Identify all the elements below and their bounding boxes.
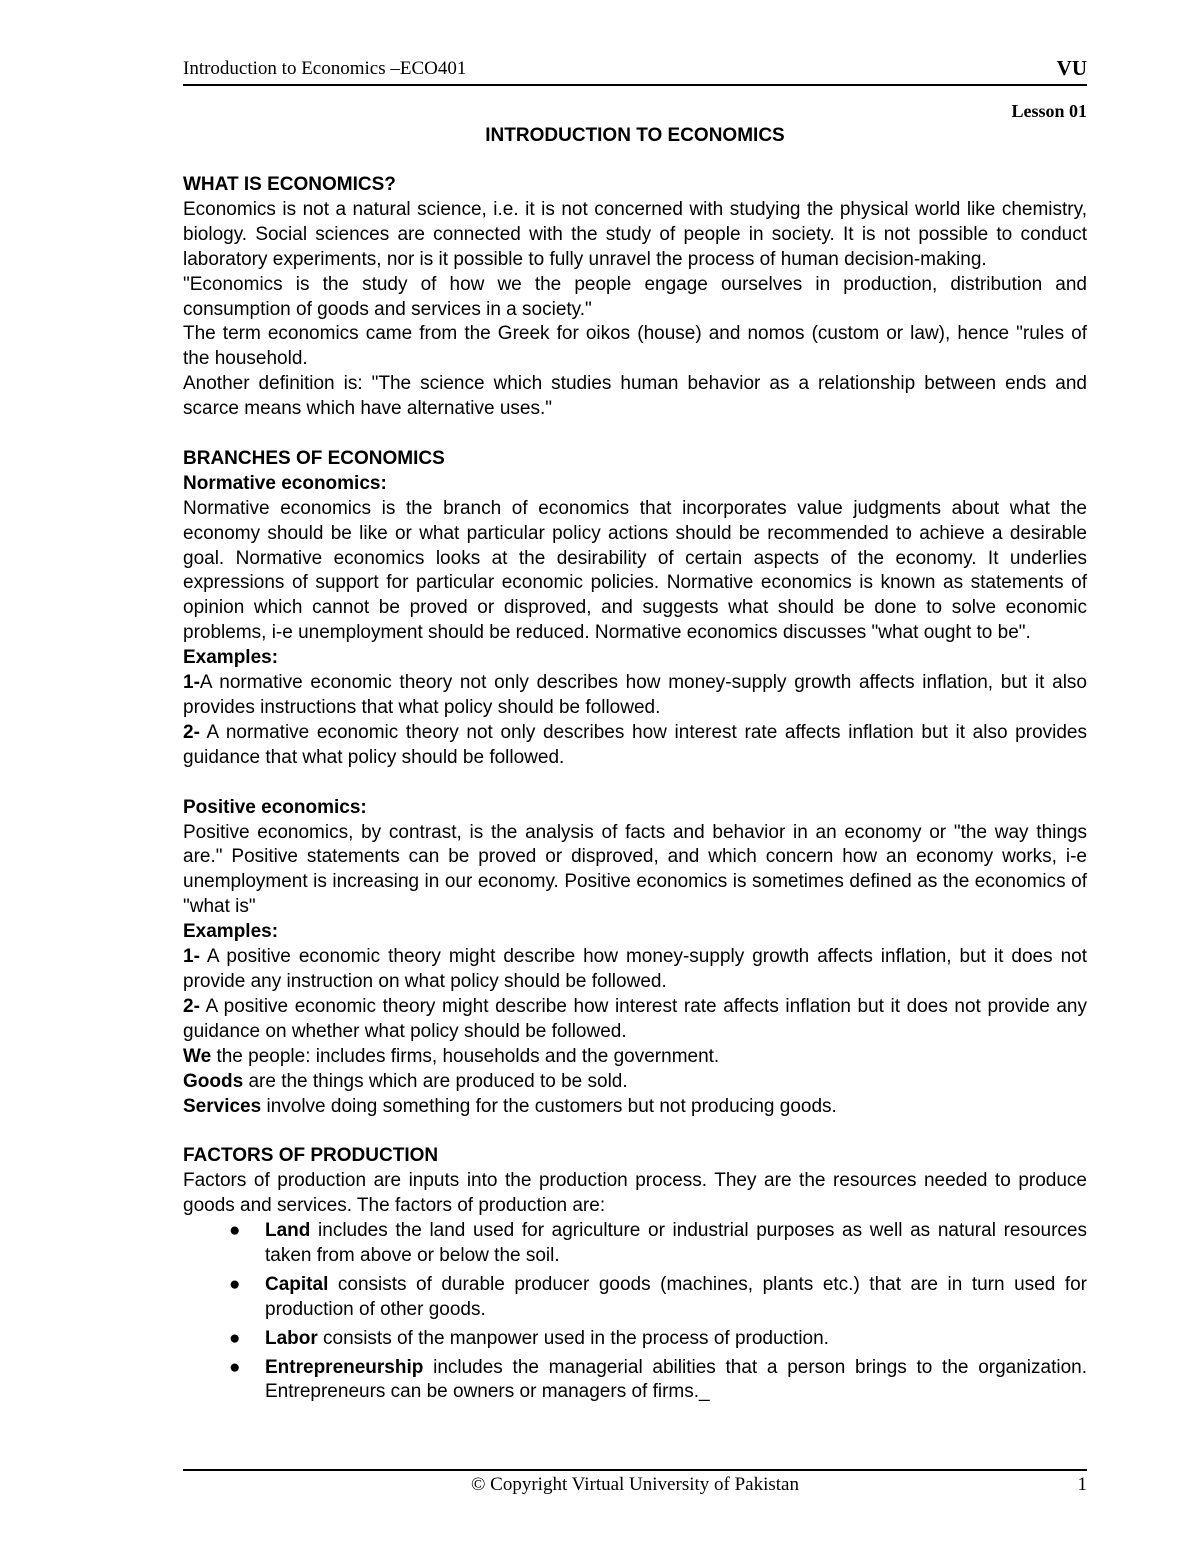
org-label: VU: [1056, 56, 1087, 80]
definition-text: consists of durable producer goods (machines, plants etc.) that are in turn used for production of other goods.: [265, 1273, 1087, 1320]
list-item: [183, 1273, 1087, 1323]
definition-we: [183, 1045, 1087, 1070]
examples-label: Examples:: [183, 921, 279, 943]
subheading-normative: Normative economics:: [183, 472, 387, 494]
term: Goods: [183, 1070, 244, 1092]
section-heading-what-is-economics: WHAT IS ECONOMICS?: [183, 174, 396, 195]
term: Capital: [265, 1273, 329, 1295]
paragraph: Another definition is: "The science which studies human behavior as a relationship between ends and scarce means which have alternative uses.": [183, 373, 1087, 420]
example-text: A normative economic theory not only describes how interest rate affects inflation but it also provides guidance that what policy should be followed.: [183, 721, 1087, 768]
example-item: [183, 945, 1087, 995]
paragraph: Factors of production are inputs into the production process. They are the resources needed to produce goods and services. The factors of production are:: [183, 1170, 1087, 1217]
paragraph: Positive economics, by contrast, is the analysis of facts and behavior in an economy or "the way things are." Positive statements can be proved or disproved, and which concern how an economy works, i-e unemployment is increasing in our economy. Positive economics is sometimes defined as the economics of "what is": [183, 821, 1087, 918]
footer-divider: [183, 1469, 1087, 1471]
term: Entrepreneurship: [265, 1356, 424, 1378]
list-item: [183, 1219, 1087, 1269]
definition-text: involve doing something for the customers but not producing goods.: [261, 1095, 837, 1117]
definition-text: consists of the manpower used in the process of production.: [317, 1327, 829, 1349]
bullet-icon: ●: [229, 1220, 241, 1242]
example-item: [183, 995, 1087, 1045]
course-title: Introduction to Economics –ECO401: [183, 58, 467, 79]
term: Land: [265, 1220, 311, 1242]
definition-goods: [183, 1070, 1087, 1095]
section-heading-factors: FACTORS OF PRODUCTION: [183, 1145, 439, 1167]
definition-text: includes the land used for agriculture or industrial purposes as well as natural resources taken from above or below the soil.: [265, 1220, 1087, 1266]
definition-text: the people: includes firms, households and the government.: [211, 1045, 720, 1067]
subheading-positive: Positive economics:: [183, 796, 367, 818]
paragraph: "Economics is the study of how we the people engage ourselves in production, distribution and consumption of goods and services in a society.": [183, 273, 1087, 320]
paragraph: Normative economics is the branch of economics that incorporates value judgments about what the economy should be like or what particular policy actions should be recommended to achieve a desirable goal. Normative economics looks at the desirability of certain aspects of the economy. It underlies expressions of support for particular economic policies. Normative economics is known as statements of opinion which cannot be proved or disproved, and suggests what should be done to solve economic problems, i-e unemployment should be reduced. Normative economics discusses "what ought to be".: [183, 497, 1087, 644]
example-item: [183, 671, 1087, 721]
example-number: 1-: [183, 672, 200, 694]
page-number: 1: [1077, 1474, 1087, 1495]
example-number: 1-: [183, 946, 200, 968]
copyright-text: © Copyright Virtual University of Pakistan: [470, 1474, 799, 1495]
definition-text: includes the managerial abilities that a person brings to the organization. Entrepreneurs can be owners or managers of firms._: [265, 1356, 1087, 1403]
page-title: INTRODUCTION TO ECONOMICS: [485, 125, 785, 146]
page-header: [183, 56, 1087, 86]
term: Labor: [265, 1327, 318, 1349]
bullet-icon: ●: [229, 1327, 241, 1349]
section-heading-branches: BRANCHES OF ECONOMICS: [183, 447, 445, 469]
term: We: [183, 1045, 212, 1067]
example-text: A normative economic theory not only describes how money-supply growth affects inflation, but it also provides instructions that what policy should be followed.: [183, 672, 1087, 719]
examples-label: Examples:: [183, 647, 279, 669]
bullet-icon: ●: [229, 1356, 241, 1378]
factors-list: [183, 1219, 1087, 1405]
definition-text: are the things which are produced to be sold.: [243, 1070, 628, 1092]
example-number: 2-: [183, 721, 200, 743]
example-item: [183, 721, 1087, 771]
definition-services: [183, 1095, 1087, 1120]
example-number: 2-: [183, 995, 200, 1017]
paragraph: The term economics came from the Greek for oikos (house) and nomos (custom or law), hence "rules of the household.: [183, 323, 1087, 370]
example-text: A positive economic theory might describe how interest rate affects inflation but it does not provide any guidance on whether what policy should be followed.: [183, 995, 1087, 1042]
paragraph: Economics is not a natural science, i.e. it is not concerned with studying the physical world like chemistry, biology. Social sciences are connected with the study of people in society. It is not possible to conduct laboratory experiments, nor is it possible to fully unravel the process of human decision-making.: [183, 198, 1087, 270]
lesson-label: Lesson 01: [1011, 101, 1087, 121]
bullet-icon: ●: [229, 1273, 241, 1295]
document-body: [183, 173, 1087, 1409]
example-text: A positive economic theory might describe how money-supply growth affects inflation, but it does not provide any instruction on what policy should be followed.: [183, 946, 1087, 992]
list-item: [183, 1327, 1087, 1352]
term: Services: [183, 1095, 262, 1117]
document-page: [183, 0, 1087, 1553]
list-item: [183, 1356, 1087, 1406]
